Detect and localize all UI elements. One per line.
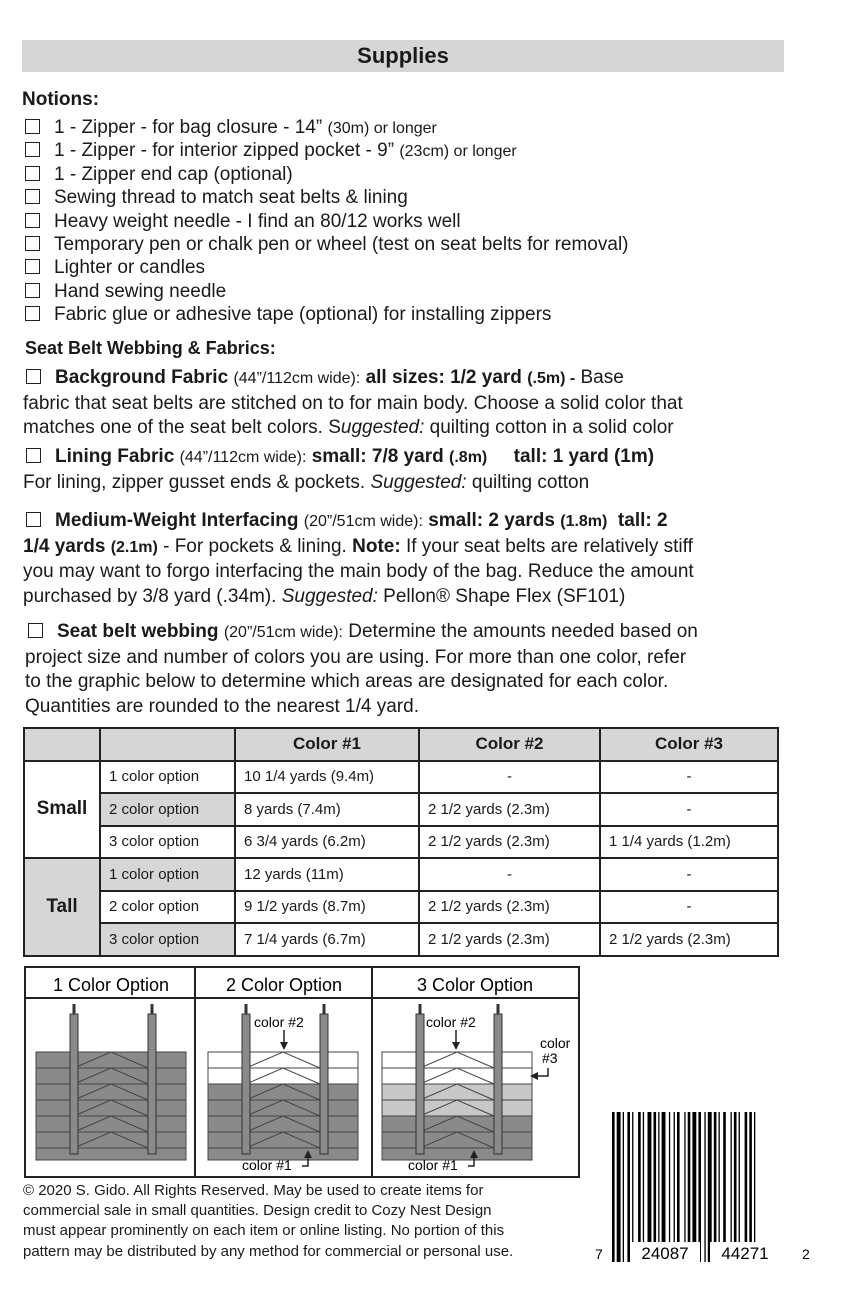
header-color3: Color #3 — [600, 728, 778, 761]
page-title: Supplies — [357, 43, 449, 68]
barcode-bar — [677, 1112, 680, 1262]
background-fabric-name: Background Fabric — [55, 367, 229, 388]
barcode-bar — [662, 1112, 666, 1262]
lining-fabric-block: Lining Fabric (44”/112cm wide): small: 7/8 yard (.8m) tall: 1 yard (1m) For lining, zipper gusset ends & pockets. Suggested: quilting cotton — [23, 446, 655, 493]
label-color1-a: color #1 — [242, 1157, 292, 1173]
label-color2-b: color #2 — [426, 1014, 476, 1030]
fabrics-heading: Seat Belt Webbing & Fabrics: — [25, 338, 276, 358]
table-row: 2 color option 9 1/2 yards (8.7m) 2 1/2 yards (2.3m) - — [24, 891, 778, 924]
diagram-svg — [26, 968, 578, 1176]
notion-item: 1 - Zipper - for interior zipped pocket - 9” (23cm) or longer — [22, 139, 517, 163]
barcode-bar — [684, 1112, 685, 1262]
barcode-bar — [731, 1112, 732, 1262]
barcode — [590, 1112, 815, 1272]
webbing-block: Seat belt webbing (20”/51cm wide): Determine the amounts needed based on project size and number of colors you are using. For more than one color, refer to the graphic below to determine which areas are designated for each color. Quantities are rounded to the nearest 1/4 yard. — [25, 621, 698, 717]
interfacing-block: Medium-Weight Interfacing (20”/51cm wide): small: 2 yards (1.8m) tall: 2 1/4 yards (2.1m) - For pockets & lining. Note: If your seat belts are relatively stiff you may want to forgo interfacing the main body of the bag. Reduce the amount purchased by 3/8 yard (.34m). Suggested: Pellon® Shape Flex (SF101) — [23, 510, 694, 607]
quantity-table — [23, 727, 779, 957]
barcode-check-digit: 2 — [802, 1246, 810, 1262]
label-color3-a: color — [540, 1035, 571, 1051]
checkbox[interactable] — [25, 166, 40, 181]
table-row: 2 color option 8 yards (7.4m) 2 1/2 yards (2.3m) - — [24, 793, 778, 826]
copyright-notice: © 2020 S. Gido. All Rights Reserved. May be used to create items for commercial sale in small quantities. Design credit to Cozy Nest Design must appear prominently on each item or online listing. No portion of this pattern may be distributed by any method for commercial or personal use. — [23, 1182, 514, 1260]
table-row: 3 color option 6 3/4 yards (6.2m) 2 1/2 yards (2.3m) 1 1/4 yards (1.2m) — [24, 826, 778, 859]
barcode-bar — [632, 1112, 633, 1262]
checkbox[interactable] — [25, 306, 40, 321]
notion-item: 1 - Zipper end cap (optional) — [22, 163, 293, 186]
barcode-bar — [698, 1112, 701, 1262]
barcode-bar — [669, 1112, 670, 1262]
barcode-bar — [623, 1112, 624, 1262]
label-color2-a: color #2 — [254, 1014, 304, 1030]
notion-item: Sewing thread to match seat belts & lining — [22, 186, 408, 209]
checkbox[interactable] — [25, 119, 40, 134]
notion-item: Hand sewing needle — [22, 280, 226, 303]
checkbox[interactable] — [26, 512, 41, 527]
barcode-bar — [754, 1112, 755, 1262]
table-row: 3 color option 7 1/4 yards (6.7m) 2 1/2 yards (2.3m) 2 1/2 yards (2.3m) — [24, 923, 778, 956]
barcode-bar — [674, 1112, 675, 1262]
barcode-bar — [704, 1112, 705, 1262]
barcode-bar — [719, 1112, 720, 1262]
notion-item: Temporary pen or chalk pen or wheel (test on seat belts for removal) — [22, 233, 629, 256]
notion-item: Fabric glue or adhesive tape (optional) for installing zippers — [22, 303, 551, 326]
table-row: Small 1 color option 10 1/4 yards (9.4m) - - — [24, 761, 778, 794]
background-fabric-block: Background Fabric (44”/112cm wide): all sizes: 1/2 yard (.5m) - Base fabric that seat belts are stitched on to for main body. Choose a solid color that matches one of the seat belt colors. Suggested: quilting cotton in a solid color — [23, 367, 683, 438]
checkbox[interactable] — [28, 623, 43, 638]
barcode-bar — [638, 1112, 641, 1262]
label-color1-b: color #1 — [408, 1157, 458, 1173]
header-color1: Color #1 — [235, 728, 419, 761]
checkbox[interactable] — [26, 448, 41, 463]
notion-item: Lighter or candles — [22, 256, 205, 279]
checkbox[interactable] — [25, 259, 40, 274]
barcode-bar — [617, 1112, 621, 1262]
group-label-small: Small — [24, 761, 100, 859]
group-label-tall: Tall — [24, 858, 100, 956]
checkbox[interactable] — [25, 213, 40, 228]
barcode-bar — [708, 1112, 712, 1262]
barcode-left-digits: 24087 — [641, 1244, 689, 1263]
barcode-bar — [749, 1112, 752, 1262]
barcode-bar — [658, 1112, 659, 1262]
checkbox[interactable] — [26, 369, 41, 384]
barcode-bar — [688, 1112, 691, 1262]
checkbox[interactable] — [25, 283, 40, 298]
table-header-row — [24, 728, 778, 761]
barcode-lead-digit: 7 — [595, 1246, 603, 1262]
panel-title-1: 1 Color Option — [52, 975, 170, 995]
barcode-bar — [692, 1112, 696, 1262]
notion-item: 1 - Zipper - for bag closure - 14” (30m) or longer — [22, 116, 437, 140]
panel-title-3: 3 Color Option — [416, 975, 534, 995]
checkbox[interactable] — [25, 142, 40, 157]
table-row: Tall 1 color option 12 yards (11m) - - — [24, 858, 778, 891]
label-color3-b: #3 — [542, 1050, 558, 1066]
barcode-bar — [734, 1112, 737, 1262]
checkbox[interactable] — [25, 236, 40, 251]
barcode-bar — [612, 1112, 615, 1262]
barcode-bar — [714, 1112, 717, 1262]
barcode-bar — [739, 1112, 740, 1262]
barcode-bar — [627, 1112, 630, 1262]
notions-heading: Notions: — [22, 89, 100, 110]
panel-title-2: 2 Color Option — [225, 975, 343, 995]
color-option-diagram — [24, 966, 580, 1178]
barcode-bar — [648, 1112, 652, 1262]
checkbox[interactable] — [25, 189, 40, 204]
header-color2: Color #2 — [419, 728, 600, 761]
title-banner — [22, 40, 784, 72]
barcode-bar — [745, 1112, 748, 1262]
barcode-right-digits: 44271 — [721, 1244, 769, 1263]
notion-item: Heavy weight needle - I find an 80/12 works well — [22, 210, 461, 233]
barcode-bar — [723, 1112, 726, 1262]
barcode-bar — [654, 1112, 657, 1262]
barcode-bar — [643, 1112, 644, 1262]
